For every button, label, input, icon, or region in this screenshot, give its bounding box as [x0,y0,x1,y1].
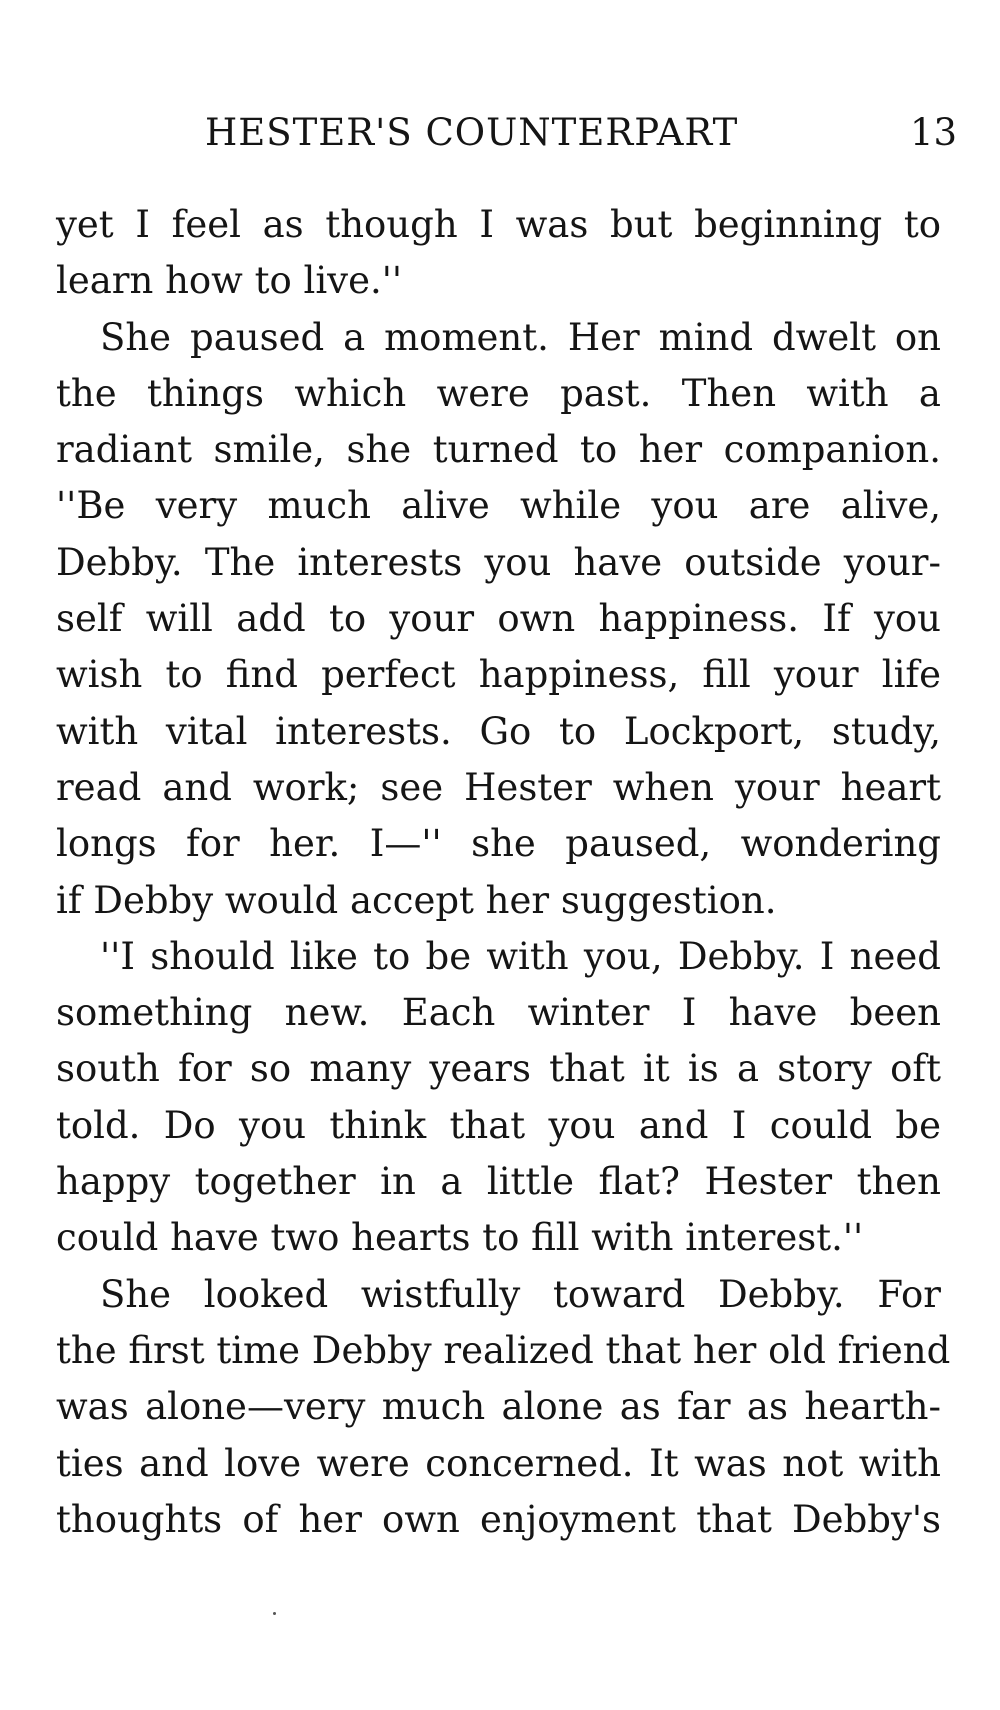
text-line: yet I feel as though I was but beginning to [56,203,941,246]
page-number: 13 [910,111,958,154]
text-line: She paused a moment. Her mind dwelt on [100,315,941,359]
text-line: the first time Debby realized that her old friend [56,1328,951,1372]
text-line: the things which were past. Then with a [56,371,941,415]
text-line: ties and love were concerned. It was not with [56,1441,941,1485]
text-line: longs for her. I—'' she paused, wondering [56,822,941,866]
text-line: told. Do you think that you and I could be [56,1103,941,1147]
text-line: She looked wistfully toward Debby. For [100,1272,941,1316]
text-line: with vital interests. Go to Lockport, study, [56,709,941,753]
text-line: ''I should like to be with you, Debby. I need [100,934,941,978]
text-line: was alone—very much alone as far as hearth- [56,1385,941,1429]
text-line: if Debby would accept her suggestion. [56,878,777,922]
text-line: read and work; see Hester when your heart [56,765,941,809]
text-line: radiant smile, she turned to her companion. [56,428,941,472]
text-line: self will add to your own happiness. If you [56,597,941,641]
text-line: happy together in a little flat? Hester then [56,1160,941,1204]
print-speck [273,1612,276,1615]
text-line: Debby. The interests you have outside your- [56,540,941,584]
body-text [56,197,951,1548]
running-head [0,108,1000,158]
text-line: learn how to live.'' [56,259,403,303]
text-line: something new. Each winter I have been [56,991,941,1035]
text-line: wish to find perfect happiness, fill your life [56,653,941,697]
text-line: could have two hearts to fill with interest.'' [56,1216,864,1260]
text-line: south for so many years that it is a story oft [56,1047,941,1091]
running-title: HESTER'S COUNTERPART [205,111,739,154]
text-line: thoughts of her own enjoyment that Debby's [56,1497,941,1541]
text-line: ''Be very much alive while you are alive, [56,484,941,528]
